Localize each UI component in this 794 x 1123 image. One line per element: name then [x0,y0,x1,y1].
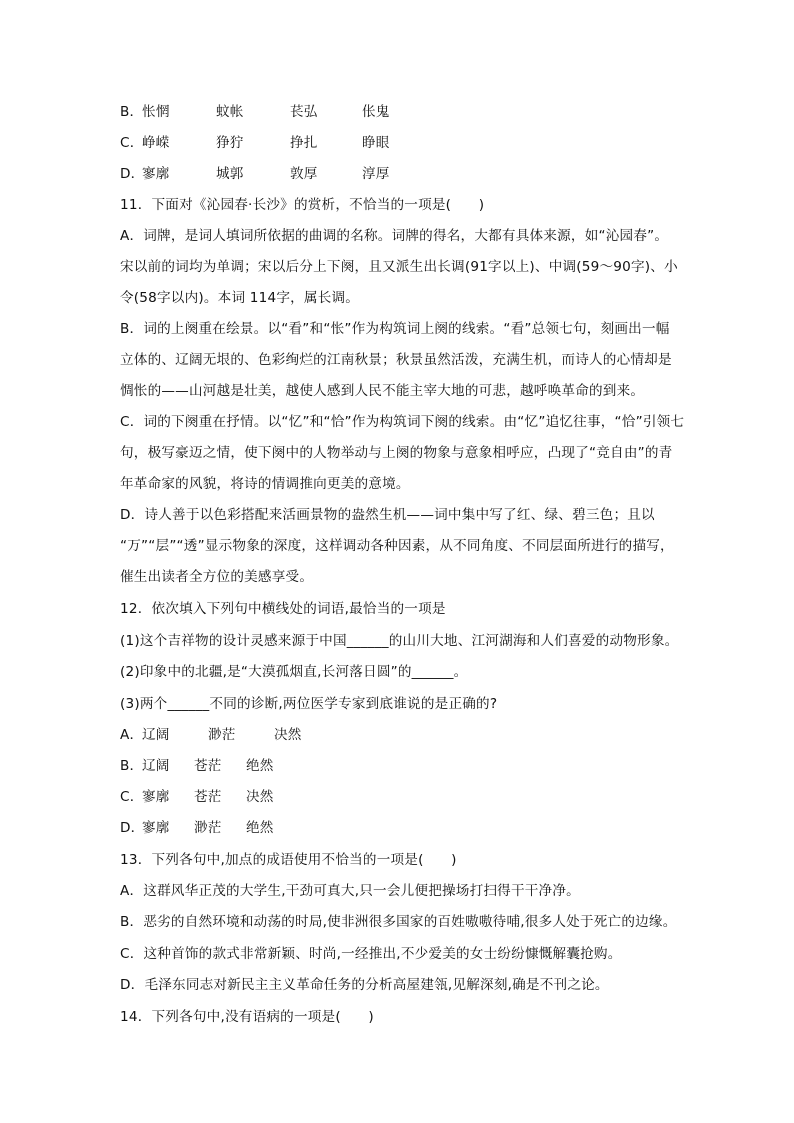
option-word: 苌弘 [290,104,318,120]
q11-option-b-line1: B．词的上阕重在绘景。以“看”和“怅”作为构筑词上阕的线索。“看”总领七句，刻画出一幅 [120,321,670,337]
option-label: D． [120,166,145,182]
option-label: B． [120,758,144,774]
option-word: 狰狞 [216,135,244,151]
option-word: 辽阔 [142,758,170,774]
option-word: 怅惘 [142,104,170,120]
q11-option-a-line2: 宋以前的词均为单调；宋以后分上下阕，且又派生出长调(91字以上)、中调(59～90字)、小 [120,259,678,275]
q13-stem: 13．下列各句中,加点的成语使用不恰当的一项是( ) [120,852,457,868]
q11-stem: 11．下面对《沁园春·长沙》的赏析，不恰当的一项是( ) [120,197,485,213]
q13-option-c: C．这种首饰的款式非常新颖、时尚,一经推出,不少爱美的女士纷纷慷慨解囊抢购。 [120,946,622,962]
option-label: C． [120,789,144,805]
q11-option-a-line1: A．词牌，是词人填词所依据的曲调的名称。词牌的得名，大都有具体来源，如“沁园春”。 [120,228,669,244]
option-label: D． [120,820,145,836]
q11-option-d-line2: “万”“层”“透”显示物象的深度，这样调动各种因素，从不同角度、不同层面所进行的描写， [120,538,674,554]
option-word: 寥廓 [142,166,170,182]
option-word: 苍茫 [194,758,222,774]
option-label: B． [120,104,144,120]
option-word: 淳厚 [362,166,390,182]
q14-stem: 14．下列各句中,没有语病的一项是( ) [120,1009,374,1025]
option-word: 决然 [246,789,274,805]
option-label: A． [120,727,144,743]
q12-sentence-2: (2)印象中的北疆,是“大漠孤烟直,长河落日圆”的______。 [120,664,468,680]
q12-stem: 12．依次填入下列句中横线处的词语,最恰当的一项是 [120,601,446,617]
q11-option-b-line3: 惆怅的——山河越是壮美，越使人感到人民不能主宰大地的可悲，越呼唤革命的到来。 [120,383,645,399]
q11-option-a-line3: 令(58字以内)。本词 114字，属长调。 [120,290,360,306]
q12-sentence-3: (3)两个______不同的诊断,两位医学专家到底谁说的是正确的? [120,696,498,712]
q11-option-b-line2: 立体的、辽阔无垠的、色彩绚烂的江南秋景；秋景虽然活泼，充满生机，而诗人的心情却是 [120,352,672,368]
option-word: 苍茫 [194,789,222,805]
q11-option-d-line3: 催生出读者全方位的美感享受。 [120,569,314,585]
q11-option-d-line1: D．诗人善于以色彩搭配来活画景物的盎然生机——词中集中写了红、绿、碧三色；且以 [120,507,655,523]
q13-option-d: D．毛泽东同志对新民主主义革命任务的分析高屋建瓴,见解深刻,确是不刊之论。 [120,977,609,993]
option-word: 蚊帐 [216,104,244,120]
option-word: 寥廓 [142,820,170,836]
option-label: C． [120,135,144,151]
option-word: 绝然 [246,758,274,774]
q13-option-a: A．这群风华正茂的大学生,干劲可真大,只一会儿便把操场打扫得干干净净。 [120,883,580,899]
q11-option-c-line3: 年革命家的风貌，将诗的情调推向更美的意境。 [120,476,410,492]
option-word: 渺茫 [208,727,236,743]
option-word: 决然 [274,727,302,743]
option-word: 城郭 [216,166,244,182]
option-word: 睁眼 [362,135,390,151]
option-word: 敦厚 [290,166,318,182]
option-word: 寥廓 [142,789,170,805]
option-word: 峥嵘 [142,135,170,151]
q11-option-c-line2: 句，极写豪迈之情，使下阕中的人物举动与上阕的物象与意象相呼应，凸现了“竞自由”的青 [120,445,673,461]
option-word: 挣扎 [290,135,318,151]
q11-option-c-line1: C．词的下阕重在抒情。以“忆”和“恰”作为构筑词下阕的线索。由“忆”追忆往事，“恰”引领七 [120,414,685,430]
option-word: 伥鬼 [362,104,390,120]
option-word: 绝然 [246,820,274,836]
option-word: 辽阔 [142,727,170,743]
q12-sentence-1: (1)这个吉祥物的设计灵感来源于中国______的山川大地、江河湖海和人们喜爱的动物形象。 [120,633,679,649]
option-word: 渺茫 [194,820,222,836]
q13-option-b: B．恶劣的自然环境和动荡的时局,使非洲很多国家的百姓嗷嗷待哺,很多人处于死亡的边缘。 [120,914,677,930]
